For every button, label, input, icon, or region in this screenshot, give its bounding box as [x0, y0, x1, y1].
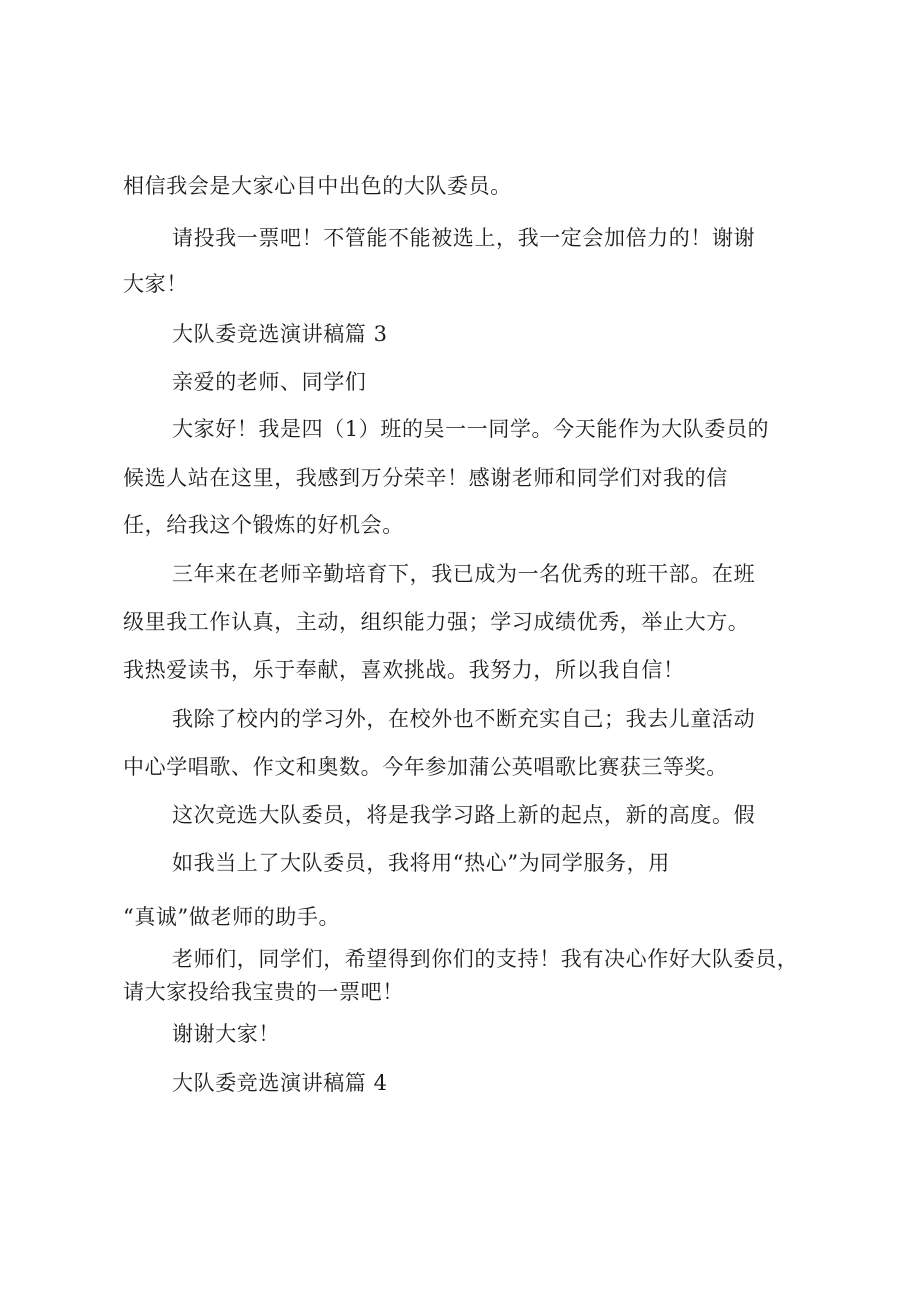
text-line: 中心学唱歌、作文和奥数。今年参加蒲公英唱歌比赛获三等奖。: [123, 755, 728, 779]
text-line: 请投我一票吧！不管能不能被选上，我一定会加倍力的！谢谢: [172, 226, 756, 250]
text-line: 任，给我这个锻炼的好机会。: [123, 513, 404, 537]
text-line: 级里我工作认真，主动，组织能力强；学习成绩优秀，举止大方。: [123, 610, 750, 634]
text-line: 我除了校内的学习外，在校外也不断充实自己；我去儿童活动: [172, 707, 756, 731]
text-line: 如我当上了大队委员，我将用“热心”为同学服务，用: [172, 851, 670, 875]
text-line: 三年来在老师辛勤培育下，我已成为一名优秀的班干部。在班: [172, 562, 756, 586]
text-line: 相信我会是大家心目中出色的大队委员。: [123, 174, 512, 198]
text-line: 我热爱读书，乐于奉献，喜欢挑战。我努力，所以我自信！: [123, 658, 685, 682]
text-line: 这次竞选大队委员，将是我学习路上新的起点，新的高度。假: [172, 803, 756, 827]
text-line: 老师们，同学们，希望得到你们的支持！我有决心作好大队委员，: [172, 947, 799, 971]
text-line: “真诚”做老师的助手。: [123, 905, 341, 929]
section-heading: 大队委竞选演讲稿篇 4: [172, 1071, 388, 1095]
greeting-line: 亲爱的老师、同学们: [172, 370, 367, 394]
closing-line: 谢谢大家！: [172, 1022, 280, 1046]
text-line: 大家好！我是四（1）班的吴一一同学。今天能作为大队委员的: [172, 417, 770, 441]
text-line: 候选人站在这里，我感到万分荣辛！感谢老师和同学们对我的信: [123, 466, 728, 490]
text-line: 请大家投给我宝贵的一票吧！: [123, 980, 404, 1004]
section-heading: 大队委竞选演讲稿篇 3: [172, 322, 388, 346]
text-line: 大家！: [123, 272, 188, 296]
